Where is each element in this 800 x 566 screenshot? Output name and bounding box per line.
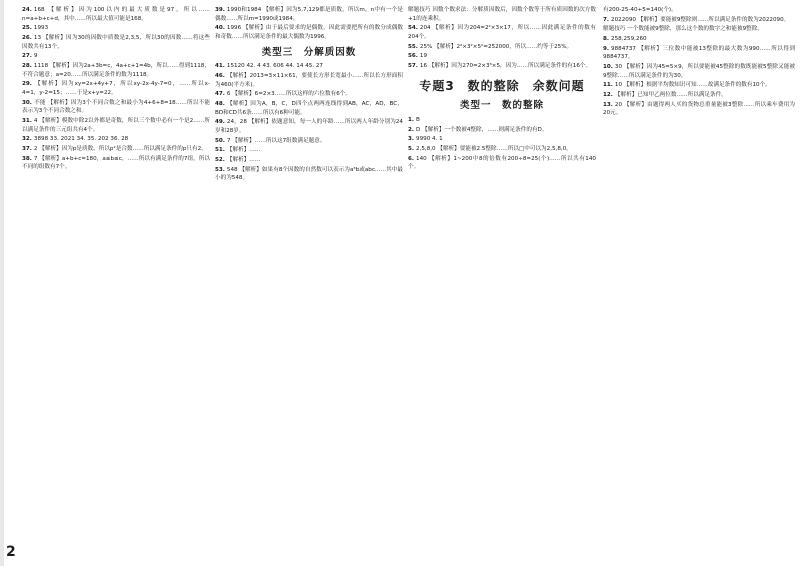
answer-text: 25% 【解析】2²×3²×5²=252000，所以……约等于25%。 [419, 43, 573, 50]
answer-number: 6. [408, 155, 415, 162]
answer-text: 16 【解析】因为270=2×3³×5，因为……所以满足条件的有16个。 [419, 62, 592, 69]
answer-entry [22, 52, 210, 61]
answer-number: 10. [603, 63, 613, 70]
answer-entry [22, 145, 210, 154]
answer-number: 30. [22, 99, 32, 106]
answer-number: 24. [22, 7, 32, 13]
answer-number: 9. [603, 45, 610, 52]
answer-number: 53. [215, 166, 225, 173]
answer-entry [22, 99, 210, 116]
answer-number: 2. [408, 126, 415, 133]
answer-text: 4 【解析】模数中除2以外都是奇数，所以三个数中必有一个是2……所以满足条件的三元组共有4个。 [22, 117, 210, 133]
answer-number: 25. [22, 25, 32, 32]
answer-number: 11. [603, 82, 613, 89]
answer-text: 不能 【解析】因为3个不同合数之和最小为4+6+8=18……所以不能表示为3个不同合数之和。 [22, 99, 210, 115]
answer-entry [603, 101, 795, 118]
answer-number: 48. [215, 100, 225, 107]
answer-text: 204 【解析】因为204=2²×3×17，所以……因此满足条件的数有204个。 [408, 25, 596, 40]
answer-number: 8. [603, 35, 610, 42]
answer-number: 40. [215, 25, 225, 32]
answer-text: 9990 4. 1 [416, 136, 443, 143]
answer-entry [215, 137, 403, 146]
answer-text: 3898 33. 2021 34. 35. 202 36. 28 [33, 136, 129, 143]
answer-number: 39. [215, 7, 225, 13]
chapter-title: 专题3 数的整除 余数问题 [419, 78, 585, 93]
answer-entry [22, 135, 210, 144]
answer-entry [603, 25, 795, 34]
answer-number: 47. [215, 91, 225, 98]
answer-text: 【解析】已知甲乙两位数……所以满足条件。 [614, 91, 727, 98]
answer-entry [603, 6, 795, 15]
answer-number: 1. [408, 116, 415, 123]
answer-number: 51. [215, 147, 225, 154]
answer-number: 5. [408, 145, 415, 152]
answer-text: 【解析】…… [226, 147, 261, 154]
answer-entry [408, 145, 596, 154]
answer-text: 1996 【解析】由于最后要求的是偶数，因此需要把所有的数分成偶数和奇数……所以满足条件的最大偶数为1996。 [215, 25, 403, 40]
answer-entry [215, 100, 403, 117]
answer-text: 1993 [33, 25, 49, 32]
answer-entry [408, 155, 596, 172]
section-title: 类型三 分解质因数 [261, 46, 357, 58]
column-3 [408, 6, 596, 554]
answer-entry [215, 6, 403, 23]
answer-entry [22, 34, 210, 51]
answer-number: 54. [408, 25, 418, 32]
answer-entry [408, 52, 596, 61]
answer-entry [22, 24, 210, 33]
answer-entry [408, 62, 596, 71]
answer-entry [22, 155, 210, 172]
answer-number: 3. [408, 136, 415, 143]
page-margin-strip [0, 0, 4, 566]
column-2 [215, 6, 403, 554]
answer-text: 有200-25-40+5=140(个)。 [603, 7, 677, 13]
answer-entry [408, 135, 596, 144]
answer-entry [22, 6, 210, 23]
answer-entry [215, 90, 403, 99]
answer-number: 27. [22, 53, 32, 60]
answer-entry [408, 126, 596, 135]
answer-text: 7 【解析】……所以这7组数满足题意。 [226, 137, 326, 144]
answer-number: 55. [408, 43, 418, 50]
answer-number: 31. [22, 117, 32, 124]
answer-entry [408, 43, 596, 52]
answer-entry [22, 117, 210, 134]
answer-entry [603, 45, 795, 62]
answer-text: 10 【解析】根据平均数知识可知……故满足条件的数有10个。 [614, 82, 771, 89]
answer-text: 【解析】因为A，B，C，D四个点两两连线得到AB，AC，AD，BC，BD和CD共6条……所以有6种可能。 [215, 100, 403, 116]
answer-number: 46. [215, 73, 225, 79]
answer-entry [22, 62, 210, 79]
answer-entry [215, 146, 403, 155]
answer-text: 【解析】…… [226, 156, 261, 163]
answer-number: 52. [215, 156, 225, 163]
answer-number: 28. [22, 62, 32, 69]
answer-entry [408, 24, 596, 41]
answer-text: 140 【解析】1~200中8的倍数有200÷8=25(个)……所以共有140个。 [408, 155, 596, 171]
answer-number: 13. [603, 101, 613, 108]
answer-entry [408, 6, 596, 23]
answer-number: 57. [408, 62, 418, 69]
answer-number: 12. [603, 91, 613, 98]
answer-entry [603, 91, 795, 100]
answer-number: 32. [22, 136, 32, 143]
answer-text: 258,259,260 [611, 35, 647, 42]
answer-entry [215, 72, 403, 89]
answer-text: 【解析】2013=3×11×61，要使长方形长宽最小……所以长方形面积为460(平方米)。 [215, 73, 403, 88]
answer-entry [215, 62, 403, 71]
answer-text: 548 【解析】如果有8个因数的自然数可以表示为a³b或abc……其中最小的为548。 [215, 166, 403, 182]
answer-text: 168 【解析】因为100以内的最大质数是97，所以……n=a+b+c+d，其中……所以最大值可能是168。 [22, 7, 210, 22]
answer-text: D 【解析】一个数被4整除，……则满足条件的有D。 [416, 126, 548, 133]
answer-text: 7 【解析】a+b+c=180，a≤b≤c，……所以有满足条件的7组，所以不同的组数有7个。 [22, 155, 210, 171]
answer-text: 15120 42. 4 43. 606 44. 14 45. 27 [226, 63, 323, 70]
answer-text: 1118 【解析】因为2a+3b=c，4a+c+1=4b，所以……得到1118，不符合题意；a=20……所以满足条件的数为1118。 [22, 62, 210, 78]
answer-entry [22, 80, 210, 97]
answer-number: 37. [22, 145, 32, 152]
answer-entry [603, 81, 795, 90]
page-number: 2 [6, 544, 16, 560]
answer-entry [408, 116, 596, 125]
answer-text: 解题技巧 一个数能被9整除，那么这个数的数字之和能被9整除。 [603, 26, 763, 33]
answer-text: 2 【解析】因为p是质数，所以p²是合数……所以满足条件的p只有2。 [33, 145, 207, 152]
answer-text: 解题技巧 因数个数求法：分解质因数后，因数个数等于所有质因数的次方数+1的连乘积。 [408, 7, 596, 22]
answer-number: 50. [215, 137, 225, 144]
answer-text: 9 [33, 53, 38, 60]
answer-text: 9884737 【解析】三位数中能被13整除的最大数为990……所以得到9884737。 [603, 45, 795, 61]
answer-text: B [416, 116, 420, 123]
answer-text: 20 【解析】由题得两人买的货物总重量能被3整除……所以乘车费用为20元。 [603, 101, 795, 117]
answer-text: 6 【解析】6=2×3……所以这样的六位数有6个。 [226, 91, 351, 98]
answer-entry [215, 166, 403, 183]
column-1 [22, 6, 210, 554]
answer-text: 24，28 【解析】依题意知，每一人的年龄……所以两人年龄分别为24岁和28岁。 [215, 119, 403, 134]
answer-entry [603, 63, 795, 80]
answer-number: 56. [408, 53, 418, 60]
answer-number: 49. [215, 119, 225, 126]
answer-entry [215, 156, 403, 165]
answer-text: 2022090 【解析】要能被9整除则……所以满足条件的数为2022090。 [611, 16, 790, 23]
answer-number: 7. [603, 16, 610, 23]
answer-text: 13 【解析】因为30的因数中质数是2,3,5，所以30的因数……将这些因数共有13个。 [22, 34, 210, 50]
answer-number: 38. [22, 155, 32, 162]
answer-text: 1990和1984 【解析】因为5,7,129都是质数，所以m，n中有一个是偶数……所以m=1990或1984。 [215, 7, 403, 22]
answer-text: 【解析】因为xy=2x+4y+7，所以xy-2x-4y-7=0，……所以x-4=1，y-2=15；……于是x+y=22。 [22, 81, 210, 96]
answer-entry [215, 24, 403, 41]
answer-entry [603, 16, 795, 25]
answer-number: 29. [22, 81, 32, 88]
answer-text: 2,5,8,0 【解析】要能被2.5整除……所以□中可以为2,5,8,0。 [416, 145, 572, 152]
answer-text: 19 [419, 53, 428, 60]
answer-text: 30 【解析】因为45=5×9，所以要能被45整除的数既能被5整除又能被9整除……所以满足条件的为30。 [603, 63, 795, 79]
answer-entry [215, 118, 403, 135]
answer-number: 41. [215, 63, 225, 70]
section-title: 类型一 数的整除 [459, 100, 544, 112]
column-4 [603, 6, 795, 554]
answer-entry [603, 35, 795, 44]
answer-number: 26. [22, 34, 32, 41]
